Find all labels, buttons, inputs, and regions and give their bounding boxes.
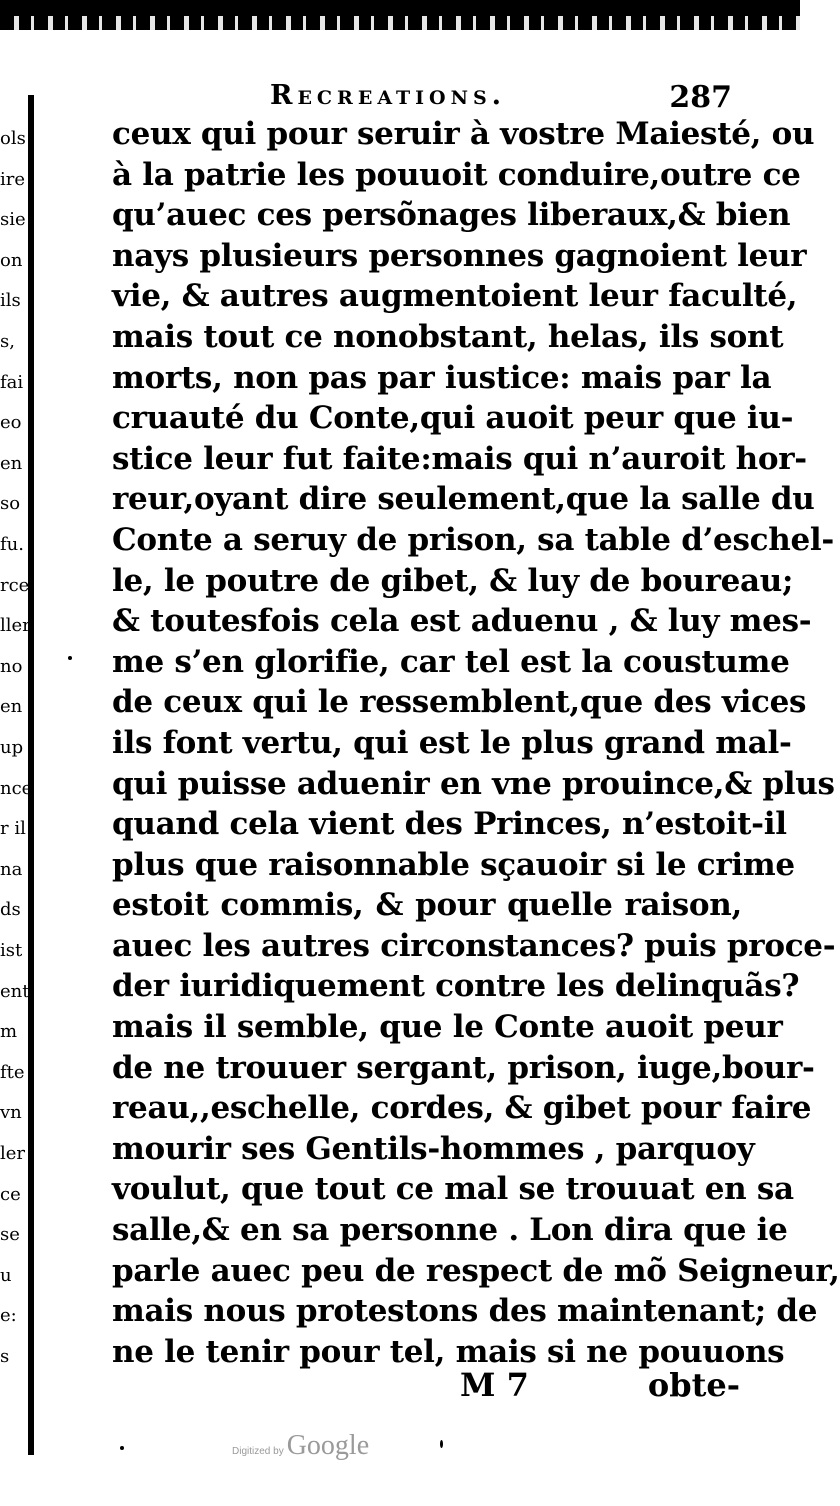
- text-line: voulut, que tout ce mal se trouuat en sa: [112, 1171, 794, 1208]
- gutter-fragment: m: [0, 1021, 18, 1043]
- text-line: vie, & autres augmentoient leur faculté,: [112, 278, 798, 315]
- body-text: [112, 114, 840, 1372]
- text-line: stice leur fut faite:mais qui n’auroit hor-: [112, 440, 807, 477]
- gutter-fragment: so: [0, 493, 21, 515]
- gutter-fragment: ent: [0, 980, 30, 1002]
- watermark-prefix: Digitized by: [232, 1446, 284, 1457]
- gutter-fragment: rce: [0, 574, 30, 596]
- gutter-fragment: up: [0, 737, 24, 758]
- text-line: morts, non pas par iustice: mais par la: [112, 359, 772, 396]
- adjacent-page-gutter: [0, 95, 34, 1455]
- gutter-fragment: en: [0, 452, 23, 474]
- text-line: cruauté du Conte,qui auoit peur que iu-: [112, 400, 794, 437]
- text-line: estoit commis, & pour quelle raison,: [112, 887, 742, 924]
- text-line: auec les autres circonstances? puis proce-: [112, 927, 836, 964]
- text-line: nays plusieurs personnes gagnoient leur: [112, 237, 807, 274]
- text-line: mais tout ce nonobstant, helas, ils sont: [112, 318, 784, 355]
- text-line: mais il semble, que le Conte auoit peur: [112, 1009, 783, 1046]
- text-line: ne le tenir pour tel, mais si ne pouuons: [112, 1333, 785, 1370]
- catchword: obte-: [647, 1366, 740, 1404]
- gutter-fragment: r il: [0, 818, 26, 840]
- gutter-fragment: fte: [0, 1061, 25, 1083]
- text-line: quand cela vient des Princes, n’estoit-il: [112, 806, 787, 843]
- watermark-brand: Google: [286, 1430, 370, 1461]
- gutter-fragment: fai: [0, 371, 24, 393]
- gutter-fragment: nce: [0, 777, 33, 799]
- gutter-fragment: ller: [0, 615, 31, 637]
- top-page-edge: [0, 0, 800, 30]
- digitization-watermark: [232, 1430, 369, 1470]
- text-line: qu’auec ces persõnages liberaux,& bien: [112, 197, 791, 234]
- text-line: à la patrie les pouuoit conduire,outre ce: [112, 156, 801, 193]
- gutter-fragment: no: [0, 655, 23, 677]
- text-line: Conte a seruy de prison, sa table d’eschel-: [112, 521, 834, 558]
- text-line: & toutesfois cela est aduenu , & luy mes-: [112, 603, 812, 640]
- text-line: de ceux qui le ressemblent,que des vices: [112, 684, 807, 721]
- text-line: reur,oyant dire seulement,que la salle du: [112, 481, 815, 518]
- text-line: der iuridiquement contre les delinquãs?: [112, 968, 800, 1005]
- gutter-fragment: s,: [0, 331, 15, 352]
- text-line: me s’en glorifie, car tel est la coustume: [112, 643, 790, 680]
- text-line: parle auec peu de respect de mõ Seigneur,: [112, 1252, 840, 1289]
- text-line: ils font vertu, qui est le plus grand mal-: [112, 724, 792, 761]
- gutter-fragment: na: [0, 858, 23, 880]
- gutter-fragment: ols: [0, 128, 26, 149]
- text-line: plus que raisonnable sçauoir si le crime: [112, 846, 795, 883]
- gutter-fragment: eo: [0, 412, 22, 434]
- gutter-fragment: ce: [0, 1183, 21, 1205]
- ink-speck: [120, 1446, 124, 1450]
- text-line: salle,& en sa personne . Lon dira que ie: [112, 1212, 788, 1249]
- text-line: qui puisse aduenir en vne prouince,& plus: [112, 765, 835, 802]
- gutter-fragment: se: [0, 1224, 20, 1246]
- gutter-fragment: s: [0, 1346, 10, 1367]
- page-number: 287: [669, 80, 732, 115]
- gutter-fragment: sie: [0, 209, 26, 231]
- text-line: ceux qui pour seruir à vostre Maiesté, ou: [112, 116, 815, 152]
- text-line: le, le poutre de gibet, & luy de boureau;: [112, 562, 794, 599]
- text-line: de ne trouuer sergant, prison, iuge,bour-: [112, 1049, 815, 1086]
- gutter-fragment: vn: [0, 1102, 22, 1124]
- text-line: mais nous protestons des maintenant; de: [112, 1293, 818, 1330]
- gutter-fragment: on: [0, 249, 23, 271]
- gutter-fragment: e:: [0, 1305, 17, 1327]
- gutter-fragment: ils: [0, 290, 21, 312]
- gutter-fragment: en: [0, 696, 23, 718]
- ink-speck: [68, 656, 72, 660]
- running-title: Recreations.: [270, 80, 507, 111]
- ink-speck: [440, 1440, 443, 1448]
- gutter-fragment: ist: [0, 940, 23, 961]
- text-line: mourir ses Gentils-hommes , parquoy: [112, 1130, 755, 1167]
- gutter-fragment: ire: [0, 168, 26, 190]
- gutter-fragment: u: [0, 1264, 12, 1286]
- gutter-fragment: ds: [0, 899, 21, 921]
- gutter-fragment: fu.: [0, 534, 24, 555]
- gutter-fragment: ler: [0, 1143, 26, 1164]
- text-line: reau,,eschelle, cordes, & gibet pour faire: [112, 1090, 812, 1127]
- signature-mark: M 7: [460, 1366, 529, 1404]
